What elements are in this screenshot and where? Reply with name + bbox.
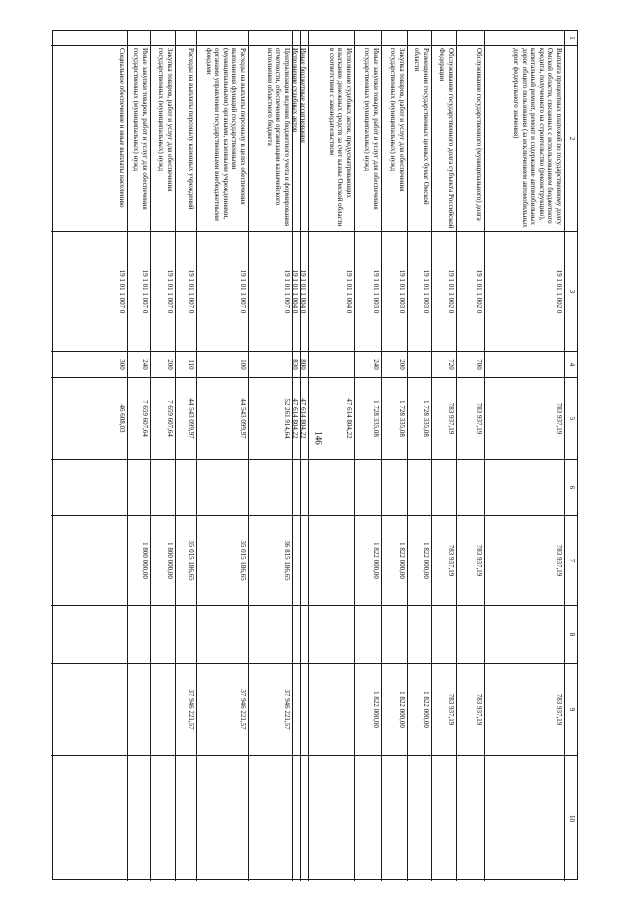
cell-c6 [301,459,308,515]
table-row [408,31,432,881]
cell-c6 [408,459,431,515]
cell-c6 [432,459,456,515]
cell-col-1 [176,31,196,45]
table-row [309,31,355,881]
header-cell-code: 3 [565,231,577,351]
cell-c5: 7 659 607,64 [151,377,175,459]
cell-c8 [485,605,564,663]
cell-c10 [176,755,196,881]
cell-code: 19 1 01 1 007 0 [176,231,196,351]
cell-vr: 200 [151,351,175,377]
cell-c5: 783 937,19 [485,377,564,459]
cell-c9: 783 937,19 [432,663,456,755]
cell-name: Обслуживание государственного (муниципального) долга [457,45,484,231]
header-cell-c6: 6 [565,459,577,515]
cell-c9: 1 822 000,00 [382,663,407,755]
cell-vr [309,351,354,377]
cell-vr: 830 [293,351,300,377]
cell-col-1 [382,31,407,45]
cell-c5: 783 937,19 [457,377,484,459]
header-cell-c10: 10 [565,755,577,881]
cell-col-1 [128,31,150,45]
cell-c6 [128,459,150,515]
table-row [457,31,485,881]
cell-c8 [128,605,150,663]
cell-name: Обслуживание государственного долга субъекта Российской Федерации [432,45,456,231]
cell-c6 [457,459,484,515]
table-row [355,31,382,881]
cell-c9: 1 822 000,00 [408,663,431,755]
cell-c10 [382,755,407,881]
cell-col-1 [197,31,248,45]
cell-c7 [293,515,300,605]
cell-code: 19 1 01 1 003 0 [408,231,431,351]
cell-code: 19 1 01 1 007 0 [249,231,292,351]
cell-vr: 240 [128,351,150,377]
cell-c7: 1 822 000,00 [382,515,407,605]
table-row [128,31,151,881]
cell-c9: 1 822 000,00 [355,663,381,755]
header-cell-c8: 8 [565,605,577,663]
cell-code: 19 1 01 1 002 0 [457,231,484,351]
cell-c10 [197,755,248,881]
cell-name: Социальное обеспечение и иные выплаты населению [51,45,127,231]
cell-c8 [408,605,431,663]
cell-col-1 [249,31,292,45]
cell-c8 [249,605,292,663]
cell-c9: 37 946 221,57 [176,663,196,755]
cell-vr: 300 [51,351,127,377]
cell-c10 [432,755,456,881]
cell-col-1 [151,31,175,45]
cell-c10 [293,755,300,881]
cell-name: Централизация ведения бюджетного учета и формирования отчетности, обеспечение организации казначейского исполнения областного бюджета [249,45,292,231]
cell-c7: 1 800 000,00 [151,515,175,605]
cell-code: 19 1 01 1 007 0 [151,231,175,351]
cell-name: Расходы на выплаты персоналу казенных учреждений [176,45,196,231]
cell-c6 [249,459,292,515]
cell-c8 [197,605,248,663]
cell-c10 [355,755,381,881]
header-cell-name: 2 [565,45,577,231]
cell-vr: 110 [176,351,196,377]
table-row [432,31,457,881]
cell-c7: 1 822 000,00 [355,515,381,605]
cell-name: Закупка товаров, работ и услуг для обеспечения государственных (муниципальных) нужд [382,45,407,231]
cell-c8 [51,605,127,663]
cell-name: Закупка товаров, работ и услуг для обеспечения государственных (муниципальных) нужд [151,45,175,231]
cell-c9: 37 946 221,57 [249,663,292,755]
cell-code: 19 1 01 1 004 0 [293,231,300,351]
cell-c10 [309,755,354,881]
cell-vr: 720 [432,351,456,377]
cell-c5: 44 543 099,97 [176,377,196,459]
cell-code: 19 1 01 1 003 0 [355,231,381,351]
cell-c8 [457,605,484,663]
cell-c5: 52 261 914,64 [249,377,292,459]
cell-name: Иные закупки товаров, работ и услуг для обеспечения государственных (муниципальных) нужд [128,45,150,231]
cell-c7 [51,515,127,605]
cell-c6 [176,459,196,515]
cell-code: 19 1 01 1 003 0 [382,231,407,351]
cell-vr: 100 [197,351,248,377]
cell-vr: 800 [301,351,308,377]
cell-c10 [151,755,175,881]
cell-c8 [176,605,196,663]
cell-c7: 35 015 186,65 [176,515,196,605]
cell-col-1 [408,31,431,45]
cell-c6 [51,459,127,515]
cell-c7: 1 800 000,00 [128,515,150,605]
cell-code: 19 1 01 1 002 0 [432,231,456,351]
cell-c7 [309,515,354,605]
cell-col-1 [457,31,484,45]
cell-c8 [355,605,381,663]
cell-name: Иные бюджетные ассигнования [301,45,308,231]
cell-c10 [249,755,292,881]
cell-code: 19 1 01 1 004 0 [301,231,308,351]
cell-c6 [197,459,248,515]
cell-name: Выплата процентных платежей по государственному долгу Омской области, связанных с использованием бюджетного кредита, полученного на строительство (реконструкцию), капитальный ремонт, ремонт и содержание автомобильных дорог общего пользования (за исключением автомобильных дорог федерального значения) [485,45,564,231]
cell-c9 [151,663,175,755]
cell-c5: 46 608,03 [51,377,127,459]
cell-c7: 36 815 186,65 [249,515,292,605]
cell-name: Исполнение судебных актов [293,45,300,231]
cell-c9: 783 937,19 [485,663,564,755]
table-row [197,31,249,881]
cell-c8 [309,605,354,663]
cell-c9 [301,663,308,755]
cell-col-1 [355,31,381,45]
header-cell-c5: 5 [565,377,577,459]
cell-c7: 1 822 000,00 [408,515,431,605]
cell-c7: 783 937,19 [457,515,484,605]
table-row [293,31,301,881]
cell-c9 [293,663,300,755]
cell-c7: 783 937,19 [485,515,564,605]
cell-c6 [151,459,175,515]
cell-c7 [301,515,308,605]
header-cell-c7: 7 [565,515,577,605]
cell-code: 19 1 01 1 007 0 [51,231,127,351]
cell-c9 [128,663,150,755]
cell-c6 [382,459,407,515]
cell-c5: 1 728 335,08 [382,377,407,459]
cell-c5: 44 543 099,97 [197,377,248,459]
cell-vr [485,351,564,377]
cell-c8 [382,605,407,663]
cell-c10 [51,755,127,881]
cell-col-1 [432,31,456,45]
table-row [176,31,197,881]
table-header-row [565,31,577,881]
header-cell-c9: 9 [565,663,577,755]
cell-name: Исполнение судебных актов, предусматривающих взыскание денежных средств за счет казны Омской области в соответствии с законодательством [309,45,354,231]
table-row [151,31,176,881]
cell-code: 19 1 01 1 007 0 [197,231,248,351]
rotated-table-container [52,30,578,880]
cell-code: 19 1 01 1 007 0 [128,231,150,351]
cell-c9: 783 937,19 [457,663,484,755]
cell-c9 [309,663,354,755]
cell-c5: 1 728 335,08 [408,377,431,459]
cell-c5: 783 937,19 [432,377,456,459]
cell-code: 19 1 01 1 004 0 [309,231,354,351]
cell-c10 [301,755,308,881]
cell-c6 [293,459,300,515]
cell-vr: 240 [355,351,381,377]
cell-c7: 783 937,19 [432,515,456,605]
header-cell-vr: 4 [565,351,577,377]
table-row [301,31,309,881]
cell-c8 [293,605,300,663]
header-cell-col-1: 1 [568,36,576,40]
cell-c10 [128,755,150,881]
table-row [485,31,565,881]
cell-c5: 7 659 607,64 [128,377,150,459]
cell-col-1 [293,31,300,45]
cell-c8 [432,605,456,663]
cell-c6 [309,459,354,515]
cell-col-1 [309,31,354,45]
cell-name: Расходы на выплаты персоналу в целях обеспечения выполнения функций государственными (муниципальными) органами, казенными учреждениями, органами управления государственными внебюджетными фондами [197,45,248,231]
table-row [249,31,293,881]
table-row [51,31,128,881]
cell-c10 [485,755,564,881]
cell-c5: 47 614 804,22 [293,377,300,459]
cell-c9 [51,663,127,755]
cell-c5: 1 728 335,08 [355,377,381,459]
cell-col-1 [485,31,564,45]
budget-table [52,30,578,880]
cell-c8 [301,605,308,663]
table-row [382,31,408,881]
cell-c10 [457,755,484,881]
cell-name: Иные закупки товаров, работ и услуг для обеспечения государственных (муниципальных) нужд [355,45,381,231]
cell-c5: 47 614 804,22 [309,377,354,459]
cell-vr [408,351,431,377]
cell-c7: 35 015 186,65 [197,515,248,605]
cell-c10 [408,755,431,881]
cell-vr: 700 [457,351,484,377]
cell-c5: 47 614 804,22 [301,377,308,459]
cell-c6 [485,459,564,515]
page-number: 146 [313,431,324,445]
cell-col-1 [301,31,308,45]
cell-c6 [355,459,381,515]
cell-vr: 200 [382,351,407,377]
cell-c9: 37 946 221,57 [197,663,248,755]
cell-code: 19 1 01 1 002 0 [485,231,564,351]
cell-name: Размещение государственных ценных бумаг Омской области [408,45,431,231]
cell-c8 [151,605,175,663]
cell-vr [249,351,292,377]
cell-col-1 [51,31,127,45]
